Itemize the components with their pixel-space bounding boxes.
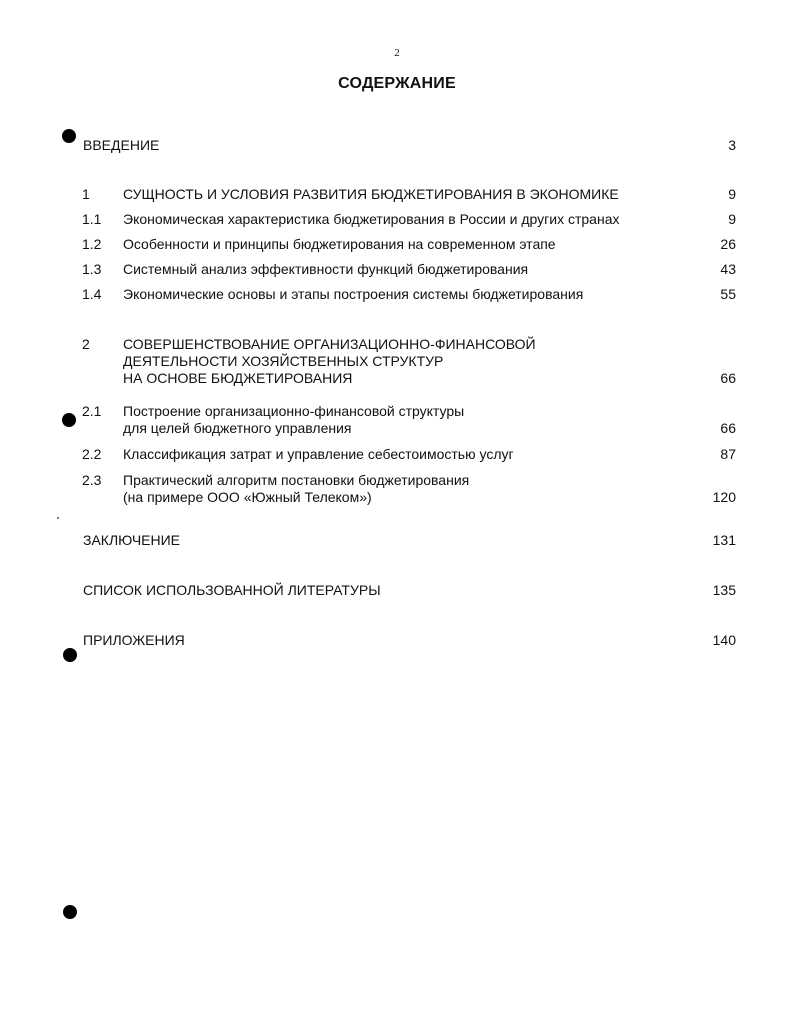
toc-entry-title xyxy=(123,472,683,506)
toc-entry-title: Особенности и принципы бюджетирования на современном этапе xyxy=(123,236,556,252)
toc-entry-page: 135 xyxy=(712,582,736,598)
toc-title-line: Построение организационно-финансовой структуры xyxy=(123,403,465,419)
toc-entry-page: 140 xyxy=(712,632,736,648)
punch-hole-4 xyxy=(63,905,77,919)
toc-entry-number: 2.3 xyxy=(82,472,102,488)
page-title: СОДЕРЖАНИЕ xyxy=(338,75,456,92)
toc-entry-label: ВВЕДЕНИЕ xyxy=(83,137,160,153)
toc-entry-page: 26 xyxy=(720,236,736,252)
toc-title-line: ДЕЯТЕЛЬНОСТИ ХОЗЯЙСТВЕННЫХ СТРУКТУР xyxy=(123,353,444,369)
toc-entry-page: 9 xyxy=(728,186,736,202)
toc-entry-number: 1.4 xyxy=(82,286,102,302)
punch-hole-2 xyxy=(62,413,76,427)
toc-title-line: для целей бюджетного управления xyxy=(123,420,352,436)
toc-entry-number: 2.2 xyxy=(82,446,102,462)
punch-hole-1 xyxy=(62,129,76,143)
toc-entry-page: 120 xyxy=(712,489,736,505)
toc-entry-number: 1.1 xyxy=(82,211,102,227)
toc-entry-page: 87 xyxy=(720,446,736,462)
toc-entry-number: 1 xyxy=(82,186,90,202)
toc-entry-title xyxy=(123,336,683,387)
punch-hole-3 xyxy=(63,648,77,662)
toc-entry-page: 3 xyxy=(728,137,736,153)
toc-entry-page: 43 xyxy=(720,261,736,277)
toc-entry-number: 1.2 xyxy=(82,236,102,252)
toc-entry-label: ПРИЛОЖЕНИЯ xyxy=(83,632,185,648)
toc-entry-title: СУЩНОСТЬ И УСЛОВИЯ РАЗВИТИЯ БЮДЖЕТИРОВАНИЯ В ЭКОНОМИКЕ xyxy=(123,186,619,202)
toc-entry-page: 66 xyxy=(720,370,736,386)
toc-entry-label: СПИСОК ИСПОЛЬЗОВАННОЙ ЛИТЕРАТУРЫ xyxy=(83,582,381,598)
toc-entry-title: Классификация затрат и управление себестоимостью услуг xyxy=(123,446,514,462)
toc-title-line: НА ОСНОВЕ БЮДЖЕТИРОВАНИЯ xyxy=(123,370,353,386)
toc-entry-title: Экономическая характеристика бюджетирования в России и других странах xyxy=(123,211,620,227)
scan-speck xyxy=(57,517,59,519)
toc-entry-number: 2 xyxy=(82,336,90,352)
toc-entry-number: 2.1 xyxy=(82,403,102,419)
toc-entry-title: Экономические основы и этапы построения системы бюджетирования xyxy=(123,286,584,302)
toc-entry-page: 9 xyxy=(728,211,736,227)
toc-title-line: Практический алгоритм постановки бюджетирования xyxy=(123,472,470,488)
toc-entry-page: 55 xyxy=(720,286,736,302)
toc-entry-label: ЗАКЛЮЧЕНИЕ xyxy=(83,532,180,548)
toc-entry-page: 131 xyxy=(712,532,736,548)
toc-title-line: СОВЕРШЕНСТВОВАНИЕ ОРГАНИЗАЦИОННО-ФИНАНСОВОЙ xyxy=(123,336,536,352)
toc-entry-title: Системный анализ эффективности функций бюджетирования xyxy=(123,261,529,277)
toc-entry-title xyxy=(123,403,683,437)
toc-entry-number: 1.3 xyxy=(82,261,102,277)
toc-entry-page: 66 xyxy=(720,420,736,436)
page-number: 2 xyxy=(394,47,400,59)
toc-title-line: (на примере ООО «Южный Телеком») xyxy=(123,489,372,505)
